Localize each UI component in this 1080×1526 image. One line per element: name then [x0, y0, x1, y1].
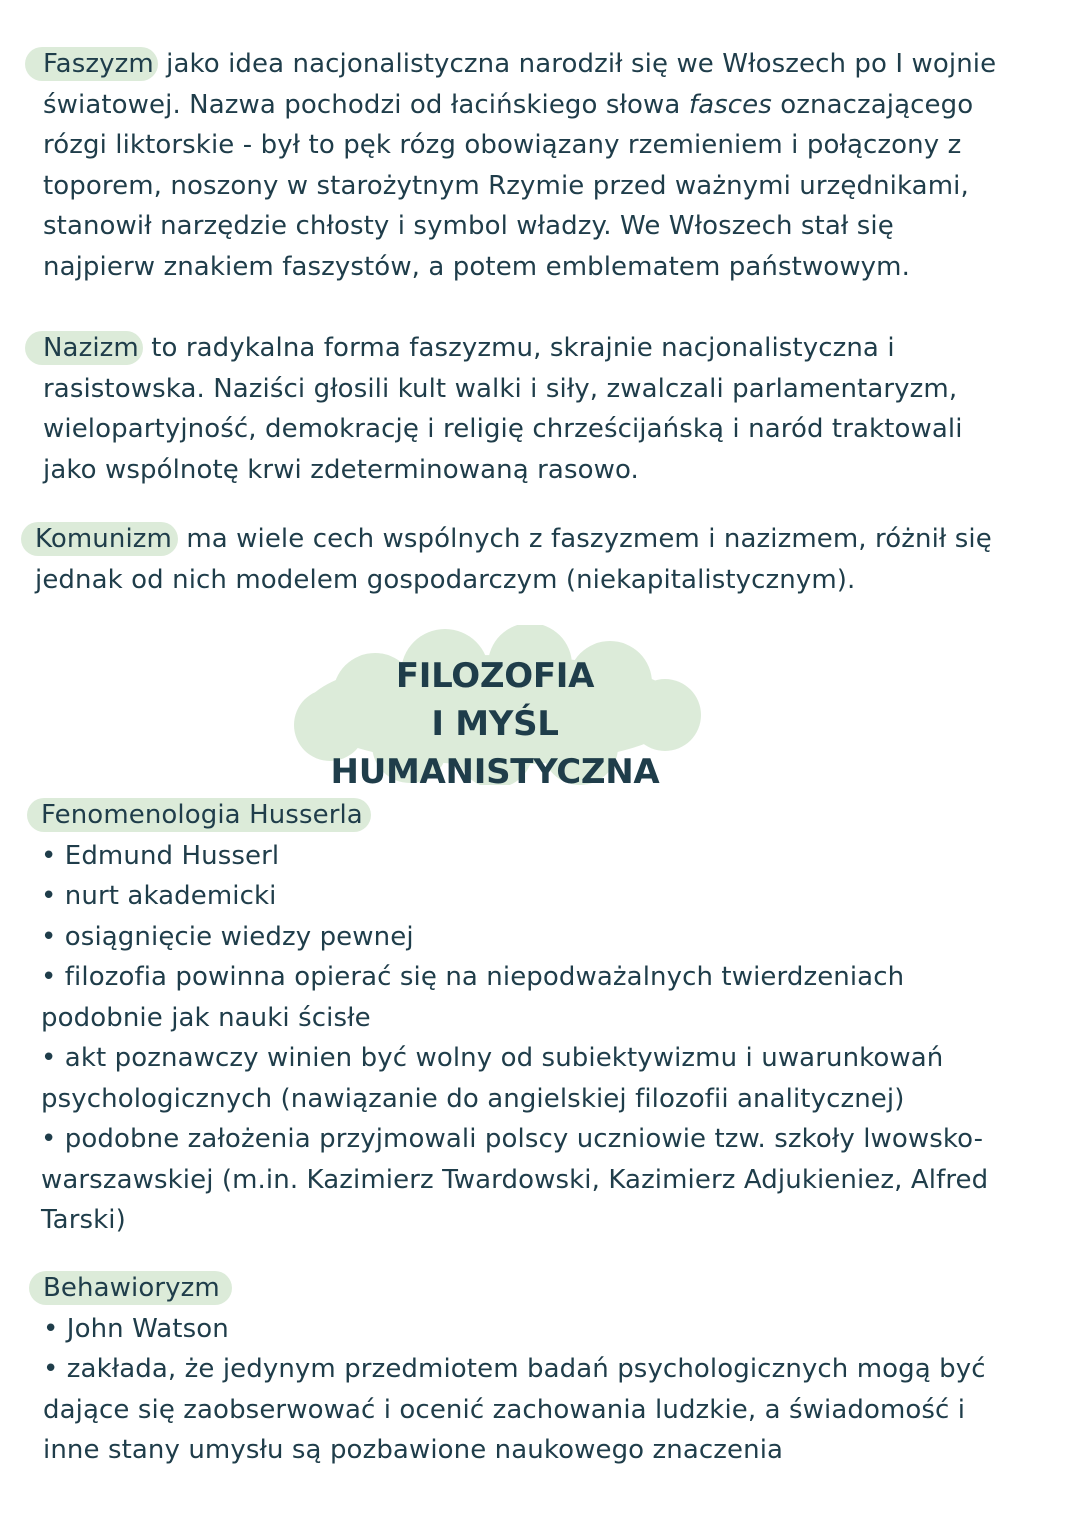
- heading-line-2: I MYŚL HUMANISTYCZNA: [330, 704, 660, 792]
- fenomenologia-title-line: [41, 795, 988, 836]
- list-item-cont: podobnie jak nauki ścisłe: [41, 1002, 371, 1033]
- list-item: • filozofia powinna opierać się na niepodważalnych twierdzeniach: [41, 962, 905, 992]
- list-item: • zakłada, że jedynym przedmiotem badań psychologicznych mogą być: [43, 1354, 986, 1384]
- faszyzm-line-1: Faszyzm jako idea nacjonalistyczna narodził się we Włoszech po I wojnie: [43, 44, 996, 85]
- paragraph-nazizm: [43, 328, 963, 490]
- paragraph-komunizm: [35, 519, 992, 600]
- list-item: • Edmund Husserl: [41, 840, 280, 871]
- section-behawioryzm: [43, 1268, 986, 1471]
- faszyzm-line-5: stanowił narzędzie chłosty i symbol władzy. We Włoszech stał się: [43, 211, 894, 241]
- term-komunizm: Komunizm: [21, 522, 178, 556]
- list-item-cont: psychologicznych (nawiązanie do angielskiej filozofii analitycznej): [41, 1083, 905, 1114]
- list-item: • podobne założenia przyjmowali polscy uczniowie tzw. szkoły lwowsko-: [41, 1124, 984, 1154]
- section-heading: [280, 652, 710, 796]
- list-item: • John Watson: [43, 1313, 229, 1344]
- komunizm-line-1: Komunizm ma wiele cech wspólnych z faszyzmem i nazizmem, różnił się: [35, 519, 992, 560]
- faszyzm-line-2: światowej. Nazwa pochodzi od łacińskiego słowa fasces oznaczającego: [43, 89, 974, 120]
- list-item-cont: dające się zaobserwować i ocenić zachowania ludzkie, a świadomość i: [43, 1394, 966, 1425]
- faszyzm-line-3: rózgi liktorskie - był to pęk rózg obowiązany rzemieniem i połączony z: [43, 130, 962, 160]
- section-fenomenologia: [41, 795, 988, 1241]
- nazizm-line-4: jako wspólnotę krwi zdeterminowaną rasowo.: [43, 454, 639, 485]
- behawioryzm-title-line: [43, 1268, 986, 1309]
- paragraph-faszyzm: [43, 44, 996, 287]
- list-item: • osiągnięcie wiedzy pewnej: [41, 921, 414, 952]
- list-item-cont: warszawskiej (m.in. Kazimierz Twardowski, Kazimierz Adjukieniez, Alfred: [41, 1164, 989, 1195]
- list-item-cont: inne stany umysłu są pozbawione naukowego znaczenia: [43, 1435, 784, 1465]
- nazizm-line-2: rasistowska. Naziści głosili kult walki i siły, zwalczali parlamentaryzm,: [43, 373, 958, 404]
- term-fasces: fasces: [688, 89, 772, 120]
- heading-line-1: FILOZOFIA: [395, 656, 595, 696]
- behawioryzm-title: Behawioryzm: [29, 1271, 232, 1305]
- nazizm-line-1: Nazizm to radykalna forma faszyzmu, skrajnie nacjonalistyczna i: [43, 328, 963, 369]
- faszyzm-line-4: toporem, noszony w starożytnym Rzymie przed ważnymi urzędnikami,: [43, 170, 969, 201]
- list-item: • nurt akademicki: [41, 881, 277, 911]
- faszyzm-line-6: najpierw znakiem faszystów, a potem emblematem państwowym.: [43, 251, 910, 282]
- komunizm-line-2: jednak od nich modelem gospodarczym (niekapitalistycznym).: [35, 564, 856, 595]
- term-nazizm: Nazizm: [25, 331, 143, 365]
- fenomenologia-title: Fenomenologia Husserla: [27, 798, 371, 832]
- list-item-cont: Tarski): [41, 1205, 126, 1235]
- term-faszyzm: Faszyzm: [25, 47, 158, 81]
- nazizm-line-3: wielopartyjność, demokrację i religię chrześcijańską i naród traktowali: [43, 414, 963, 444]
- list-item: • akt poznawczy winien być wolny od subiektywizmu i uwarunkowań: [41, 1043, 944, 1073]
